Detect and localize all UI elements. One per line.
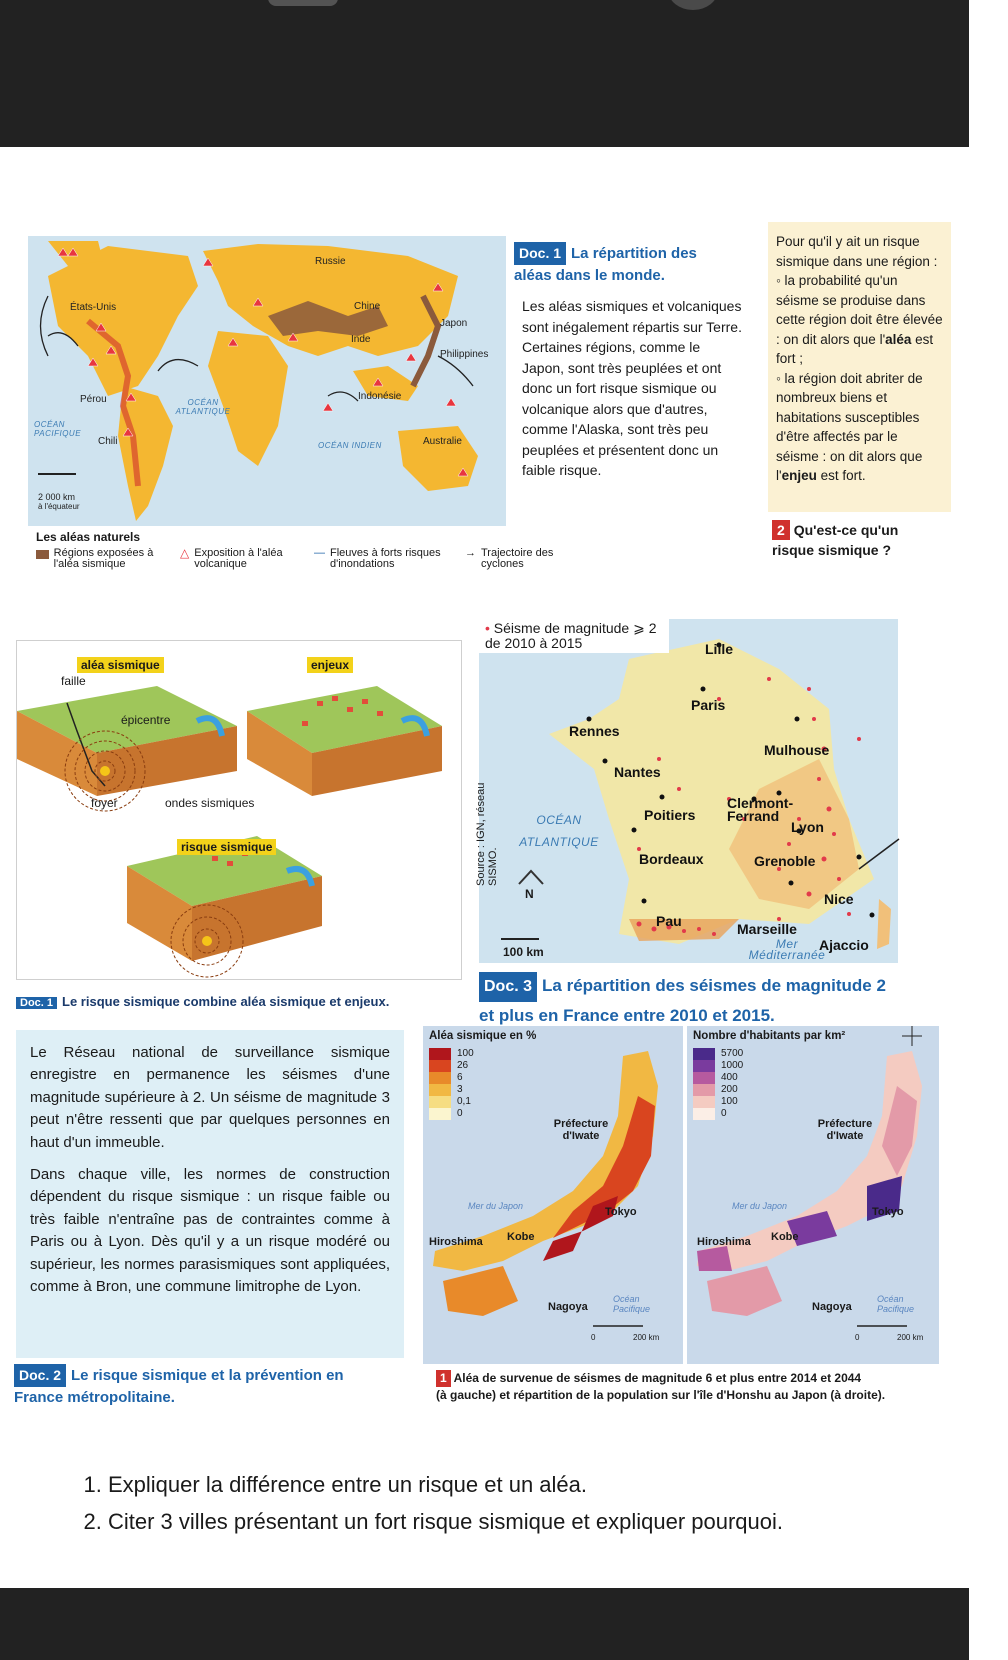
doc1-title-line1: La répartition des [571,245,697,262]
population-scale-label: 100 [721,1096,738,1107]
sidebar-intro: Pour qu'il y ait un risque sismique dans une région : [776,234,938,269]
city-nantes: Nantes [614,764,661,780]
ocean-label-pacifique: OCÉAN PACIFIQUE [34,420,82,438]
france-legend [479,619,669,653]
japan-right-title: Nombre d'habitants par km² [693,1030,846,1042]
bullet-icon: ◦ [776,370,785,386]
japan-right-scale [693,1048,743,1120]
bottom-dark-bar [0,1588,969,1660]
population-scale-swatch [693,1060,715,1072]
doc1-tag: Doc. 1 [514,242,566,265]
map-legend [36,530,556,570]
japan-caption-line2: (à gauche) et répartition de la population sur l'île d'Honshu au Japon (à droite). [436,1388,886,1402]
doc3-caption-line1: La répartition des séismes de magnitude 2 [542,976,886,995]
block-alea [17,686,237,811]
population-scale-label: 400 [721,1072,738,1083]
japan-right-mer: Mer du Japon [732,1201,788,1211]
doc3-caption [479,972,949,1030]
city-grenoble: Grenoble [754,853,816,869]
hazard-scale-label: 6 [457,1072,463,1083]
population-scale-swatch [693,1096,715,1108]
japan-left-scale-0: 0 [591,1333,596,1342]
japan-caption-line1: Aléa de survenue de séismes de magnitude 6 et plus entre 2014 et 2044 [453,1371,862,1385]
hazard-scale-label: 0,1 [457,1096,471,1107]
sidebar-bullet2-b: enjeu [781,468,817,483]
hazard-scale-swatch [429,1084,451,1096]
map-label-chili: Chili [98,436,118,447]
question-2-line1: Qu'est-ce qu'un [793,522,899,538]
city-rennes: Rennes [569,723,620,739]
block-diagrams-graphic [17,641,461,979]
hazard-scale-row [429,1096,474,1108]
france-map-graphic [479,619,898,963]
hazard-scale-row [429,1072,474,1084]
doc1-title-line2: aléas dans le monde. [514,267,665,284]
japan-right-ocean: Océan Pacifique [877,1294,915,1314]
japan-left-scale [429,1048,474,1120]
japan-right-prefecture: Préfecture d'Iwate [817,1118,873,1142]
volcano-triangle-icon: △ [180,546,190,560]
seismic-block-diagrams [16,640,462,980]
france-mer-label: Mer Méditerranée [748,937,826,962]
block-risque [127,836,322,977]
hazard-scale-swatch [429,1096,451,1108]
doc2-caption-b: France métropolitaine. [14,1389,175,1406]
map-label-perou: Pérou [80,394,107,405]
cropped-heading [268,0,338,6]
block-enjeux [247,686,442,796]
label-risque-sismique: risque sismique [177,839,276,855]
japan-right-scale-0: 0 [855,1333,860,1342]
ocean-label-atlantique: OCÉAN ATLANTIQUE [175,398,231,416]
seismic-swatch-icon [36,550,49,559]
hazard-scale-row [429,1048,474,1060]
city-ajaccio: Ajaccio [819,937,869,953]
france-scale: 100 km [503,945,544,959]
sidebar-bullet1-c: est fort ; [776,331,934,366]
doc3-caption-line2: et plus en France entre 2010 et 2015. [479,1006,775,1025]
hazard-scale-label: 100 [457,1048,474,1059]
sidebar-bullet1 [776,271,943,369]
question-2-line2: risque sismique ? [772,542,892,558]
japan-population-map [687,1026,939,1364]
question-item: 1. Expliquer la différence entre un risque et un aléa. [108,1466,1008,1503]
japan-hazard-map [423,1026,683,1364]
japan-right-kobe: Kobe [771,1231,799,1243]
japan-right-tokyo: Tokyo [872,1206,904,1218]
population-scale-row [693,1084,743,1096]
population-scale-label: 1000 [721,1060,744,1071]
map-label-australie: Australie [423,436,462,447]
japan-caption [436,1370,956,1404]
world-map-graphic [28,236,506,526]
map-label-russie: Russie [315,256,346,267]
city-bordeaux: Bordeaux [639,851,704,867]
population-scale-row [693,1060,743,1072]
city-mulhouse: Mulhouse [764,742,830,758]
map-label-chine: Chine [354,301,381,312]
doc2-text-box [16,1030,404,1358]
world-hazard-map [28,236,506,526]
doc3-tag: Doc. 3 [479,972,537,1002]
legend-label-rivers: Fleuves à forts risques d'inondations [330,547,441,570]
legend-item-seismic [36,548,164,570]
label-faille: faille [61,674,86,688]
japan-left-kobe: Kobe [507,1231,535,1243]
population-scale-label: 200 [721,1084,738,1095]
doc2-paragraph-1: Le Réseau national de surveillance sismique enregistre en permanence les séismes d'une magnitude supérieure à 2. Un séisme de magnitude 3 peut n'être ressenti que par quelques personnes en haut d'un immeuble. [30,1044,390,1151]
map-label-inde: Inde [351,334,371,345]
city-nice: Nice [824,891,854,907]
japan-left-scale-200: 200 km [633,1333,660,1342]
label-epicentre: épicentre [121,713,171,727]
legend-label-volcano: Exposition à l'aléa volcanique [194,547,283,570]
population-scale-swatch [693,1072,715,1084]
sidebar-bullet2 [776,369,943,486]
hazard-scale-row [429,1108,474,1120]
definition-sidebar [768,222,951,512]
legend-label-cyclones: Trajectoire des cyclones [481,547,554,570]
doc1-bis-caption-text: Le risque sismique combine aléa sismique et enjeux. [62,994,390,1009]
legend-title: Les aléas naturels [36,530,141,544]
population-scale-row [693,1048,743,1060]
map-scale: 2 000 km [38,492,76,502]
doc1-bis-tag: Doc. 1 [16,997,57,1009]
doc2-tag: Doc. 2 [14,1364,66,1387]
sidebar-bullet1-a: la probabilité qu'un séisme se produise dans cette région doit être élevée : on dit alors que l' [776,273,943,347]
map-scale-note: à l'équateur [38,502,80,511]
bullet-icon: ◦ [776,273,785,288]
sidebar-bullet2-c: est fort. [816,468,866,483]
question-list [60,1466,1008,1540]
france-legend-text: Séisme de magnitude ⩾ 2 de 2010 à 2015 [485,620,657,651]
map-label-japon: Japon [440,318,468,329]
question-2-number: 2 [772,520,790,540]
doc2-caption [14,1364,414,1408]
japan-left-mer: Mer du Japon [468,1201,524,1211]
doc1-heading [514,242,744,286]
doc1-bis-caption [16,994,389,1009]
doc2-paragraph-2: Dans chaque ville, les normes de construction dépendent du risque sismique : un risque faible ou très faible n'entraîne pas de contraintes comme à Paris ou à Lyon. Dès qu'il y a un risque modéré ou supérieur, les normes parasismiques sont appliquées, comme à Bron, une commune limitrophe de Lyon. [30,1166,390,1296]
japan-caption-number: 1 [436,1370,451,1387]
arrow-icon: → [465,547,476,559]
population-scale-swatch [693,1108,715,1120]
japan-left-ocean: Océan Pacifique [613,1294,651,1314]
japan-left-title: Aléa sismique en % [429,1030,537,1042]
ocean-label-indien: OCÉAN INDIEN [318,441,382,450]
hazard-scale-swatch [429,1108,451,1120]
france-source: Source : IGN, réseau SISMO. [475,782,499,886]
population-scale-label: 0 [721,1108,727,1119]
hazard-scale-swatch [429,1048,451,1060]
hazard-scale-swatch [429,1072,451,1084]
city-marseille: Marseille [737,921,797,937]
japan-right-scale-200: 200 km [897,1333,924,1342]
population-scale-swatch [693,1048,715,1060]
city-pau: Pau [656,913,682,929]
hazard-scale-label: 26 [457,1060,469,1071]
population-scale-row [693,1072,743,1084]
hazard-scale-label: 0 [457,1108,463,1119]
city-lyon: Lyon [791,819,824,835]
label-foyer: foyer [91,796,118,810]
sidebar-bullet1-b: aléa [885,331,912,347]
cropped-circle [668,0,718,10]
north-arrow-icon: N [525,887,534,901]
label-ondes-sismiques: ondes sismiques [165,796,255,810]
legend-label-seismic: Régions exposées à l'aléa sismique [53,547,154,570]
hazard-scale-row [429,1060,474,1072]
label-alea-sismique: aléa sismique [77,657,164,673]
france-ocean-label: OCÉAN ATLANTIQUE [519,813,599,849]
map-label-indonesie: Indonésie [358,391,402,402]
city-paris: Paris [691,697,726,713]
question-2-box [772,520,898,560]
hazard-scale-swatch [429,1060,451,1072]
hazard-scale-row [429,1084,474,1096]
city-poitiers: Poitiers [644,807,696,823]
japan-left-nagoya: Nagoya [548,1301,588,1313]
doc2-caption-a: Le risque sismique et la prévention en [71,1367,344,1384]
population-scale-swatch [693,1084,715,1096]
france-seismic-map [475,619,898,963]
population-scale-label: 5700 [721,1048,744,1059]
legend-item-volcano [180,548,298,570]
japan-left-hiroshima: Hiroshima [429,1236,483,1248]
hazard-scale-label: 3 [457,1084,463,1095]
population-scale-row [693,1096,743,1108]
doc1-body: Les aléas sismiques et volcaniques sont inégalement répartis sur Terre. Certaines régions, comme le Japon, sont très peuplées et ont donc un fort risque sismique ou volcanique alors que d'autres, comme l'Alaska, sont très peu peuplées et présentent donc un faible risque. [522,298,742,478]
japan-right-hiroshima: Hiroshima [697,1236,751,1248]
population-scale-row [693,1108,743,1120]
river-line-icon: — [314,547,325,559]
question-item: 2. Citer 3 villes présentant un fort risque sismique et expliquer pourquoi. [108,1503,1008,1540]
japan-right-nagoya: Nagoya [812,1301,852,1313]
map-label-philippines: Philippines [440,349,489,360]
city-clermont: Clermont-Ferrand [727,795,794,824]
map-label-etats-unis: États-Unis [70,302,117,313]
city-lille: Lille [705,641,734,657]
japan-left-prefecture: Préfecture d'Iwate [553,1118,609,1142]
top-dark-bar [0,0,969,147]
sidebar-bullet2-a: la région doit abriter de nombreux biens et habitations susceptibles d'être affectés par le séisme : on dit alors que l' [776,370,923,483]
legend-item-cyclones [465,548,560,570]
japan-left-tokyo: Tokyo [605,1206,637,1218]
label-enjeux: enjeux [307,657,353,673]
legend-item-rivers [314,548,449,570]
dot-icon: • [485,620,494,636]
